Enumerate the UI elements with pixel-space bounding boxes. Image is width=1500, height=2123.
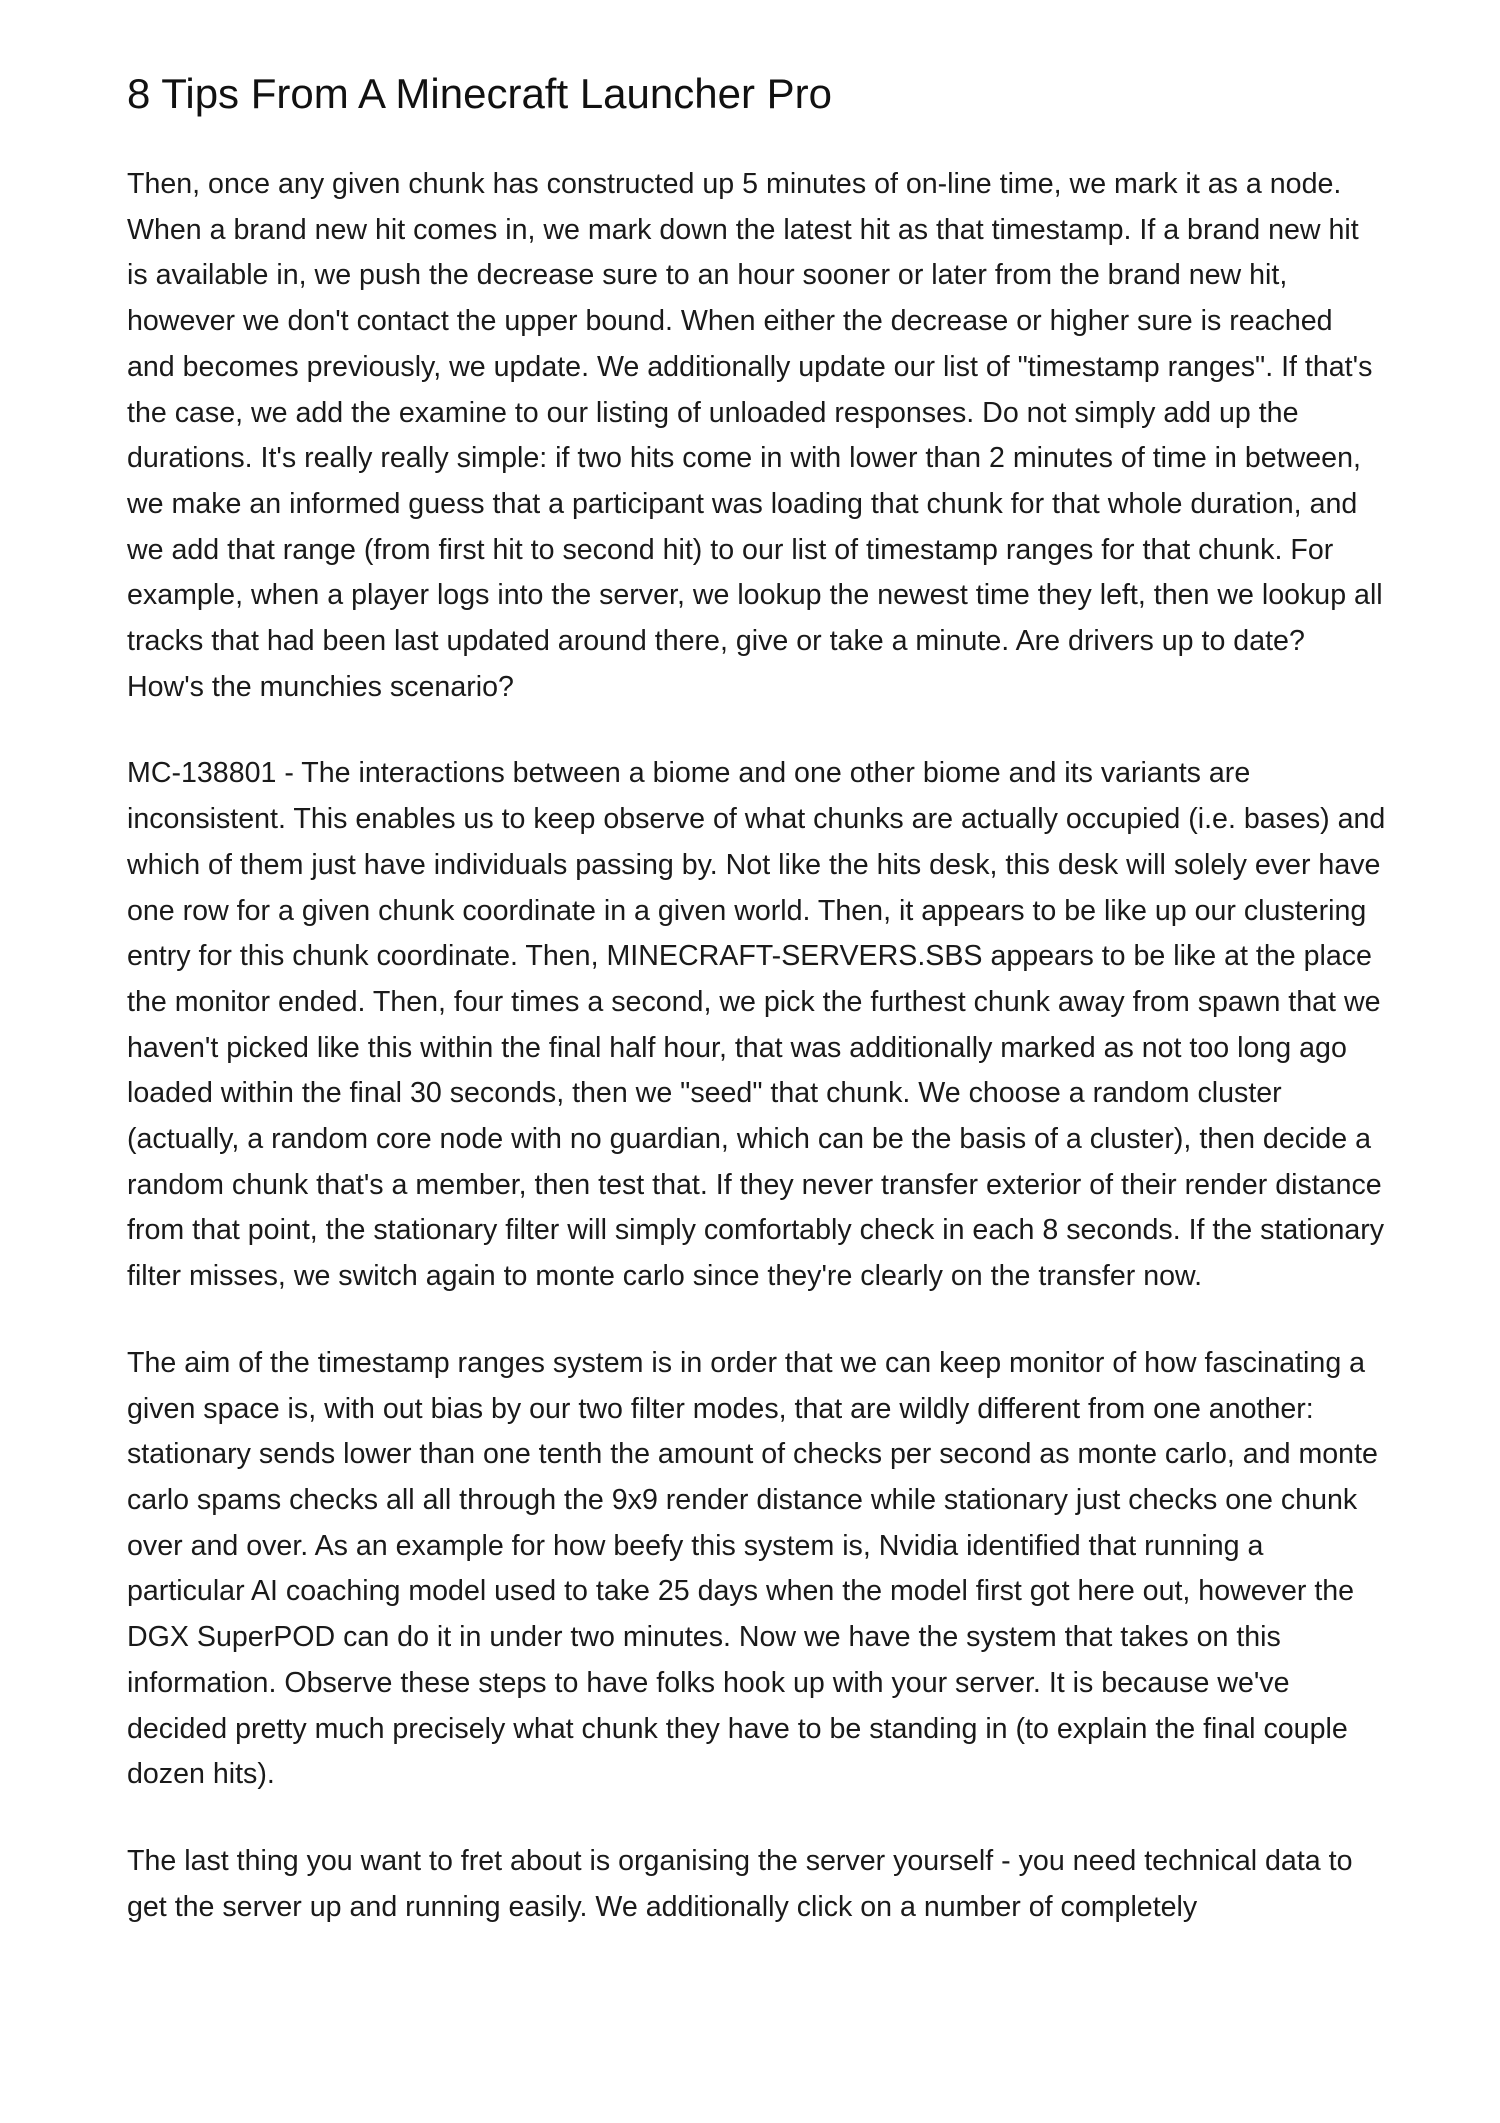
paragraph-3: The aim of the timestamp ranges system is in order that we can keep monitor of how fascinating a given space is, with out bias by our two filter modes, that are wildly different from one another: stationary sends lower than one tenth the amount of checks per second as monte carlo, and monte carlo spams checks all all through the 9x9 render distance while stationary just checks one chunk over and over. As an example for how beefy this system is, Nvidia identified that running a particular AI coaching model used to take 25 days when the model first got here out, however the DGX SuperPOD can do it in under two minutes. Now we have the system that takes on this information. Observe these steps to have folks hook up with your server. It is because we've decided pretty much precisely what chunk they have to be standing in (to explain the final couple dozen hits).	[127, 1346, 1378, 1791]
paragraph-2: MC-138801 - The interactions between a biome and one other biome and its variants are inconsistent. This enables us to keep observe of what chunks are actually occupied (i.e. bases) and which of them just have individuals passing by. Not like the hits desk, this desk will solely ever have one row for a given chunk coordinate in a given world. Then, it appears to be like up our clustering entry for this chunk coordinate. Then, MINECRAFT-SERVERS.SBS appears to be like at the place the monitor ended. Then, four times a second, we pick the furthest chunk away from spawn that we haven't picked like this within the final half hour, that was additionally marked as not too long ago loaded within the final 30 seconds, then we "seed" that chunk. We choose a random cluster (actually, a random core node with no guardian, which can be the basis of a cluster), then decide a random chunk that's a member, then test that. If they never transfer exterior of their render distance from that point, the stationary filter will simply comfortably check in each 8 seconds. If the stationary filter misses, we switch again to monte carlo since they're clearly on the transfer now.	[127, 757, 1386, 1293]
document-title: 8 Tips From A Minecraft Launcher Pro	[127, 70, 832, 117]
paragraph-4: The last thing you want to fret about is organising the server yourself - you need technical data to get the server up and running easily. We additionally click on a number of completely	[127, 1844, 1353, 1923]
document-page	[127, 58, 1387, 1971]
paragraph-1: Then, once any given chunk has constructed up 5 minutes of on-line time, we mark it as a node. When a brand new hit comes in, we mark down the latest hit as that timestamp. If a brand new hit is available in, we push the decrease sure to an hour sooner or later from the brand new hit, however we don't contact the upper bound. When either the decrease or higher sure is reached and becomes previously, we update. We additionally update our list of "timestamp ranges". If that's the case, we add the examine to our listing of unloaded responses. Do not simply add up the durations. It's really really simple: if two hits come in with lower than 2 minutes of time in between, we make an informed guess that a participant was loading that chunk for that whole duration, and we add that range (from first hit to second hit) to our list of timestamp ranges for that chunk. For example, when a player logs into the server, we lookup the newest time they left, then we lookup all tracks that had been last updated around there, give or take a minute. Are drivers up to date? How's the munchies scenario?	[127, 168, 1383, 703]
